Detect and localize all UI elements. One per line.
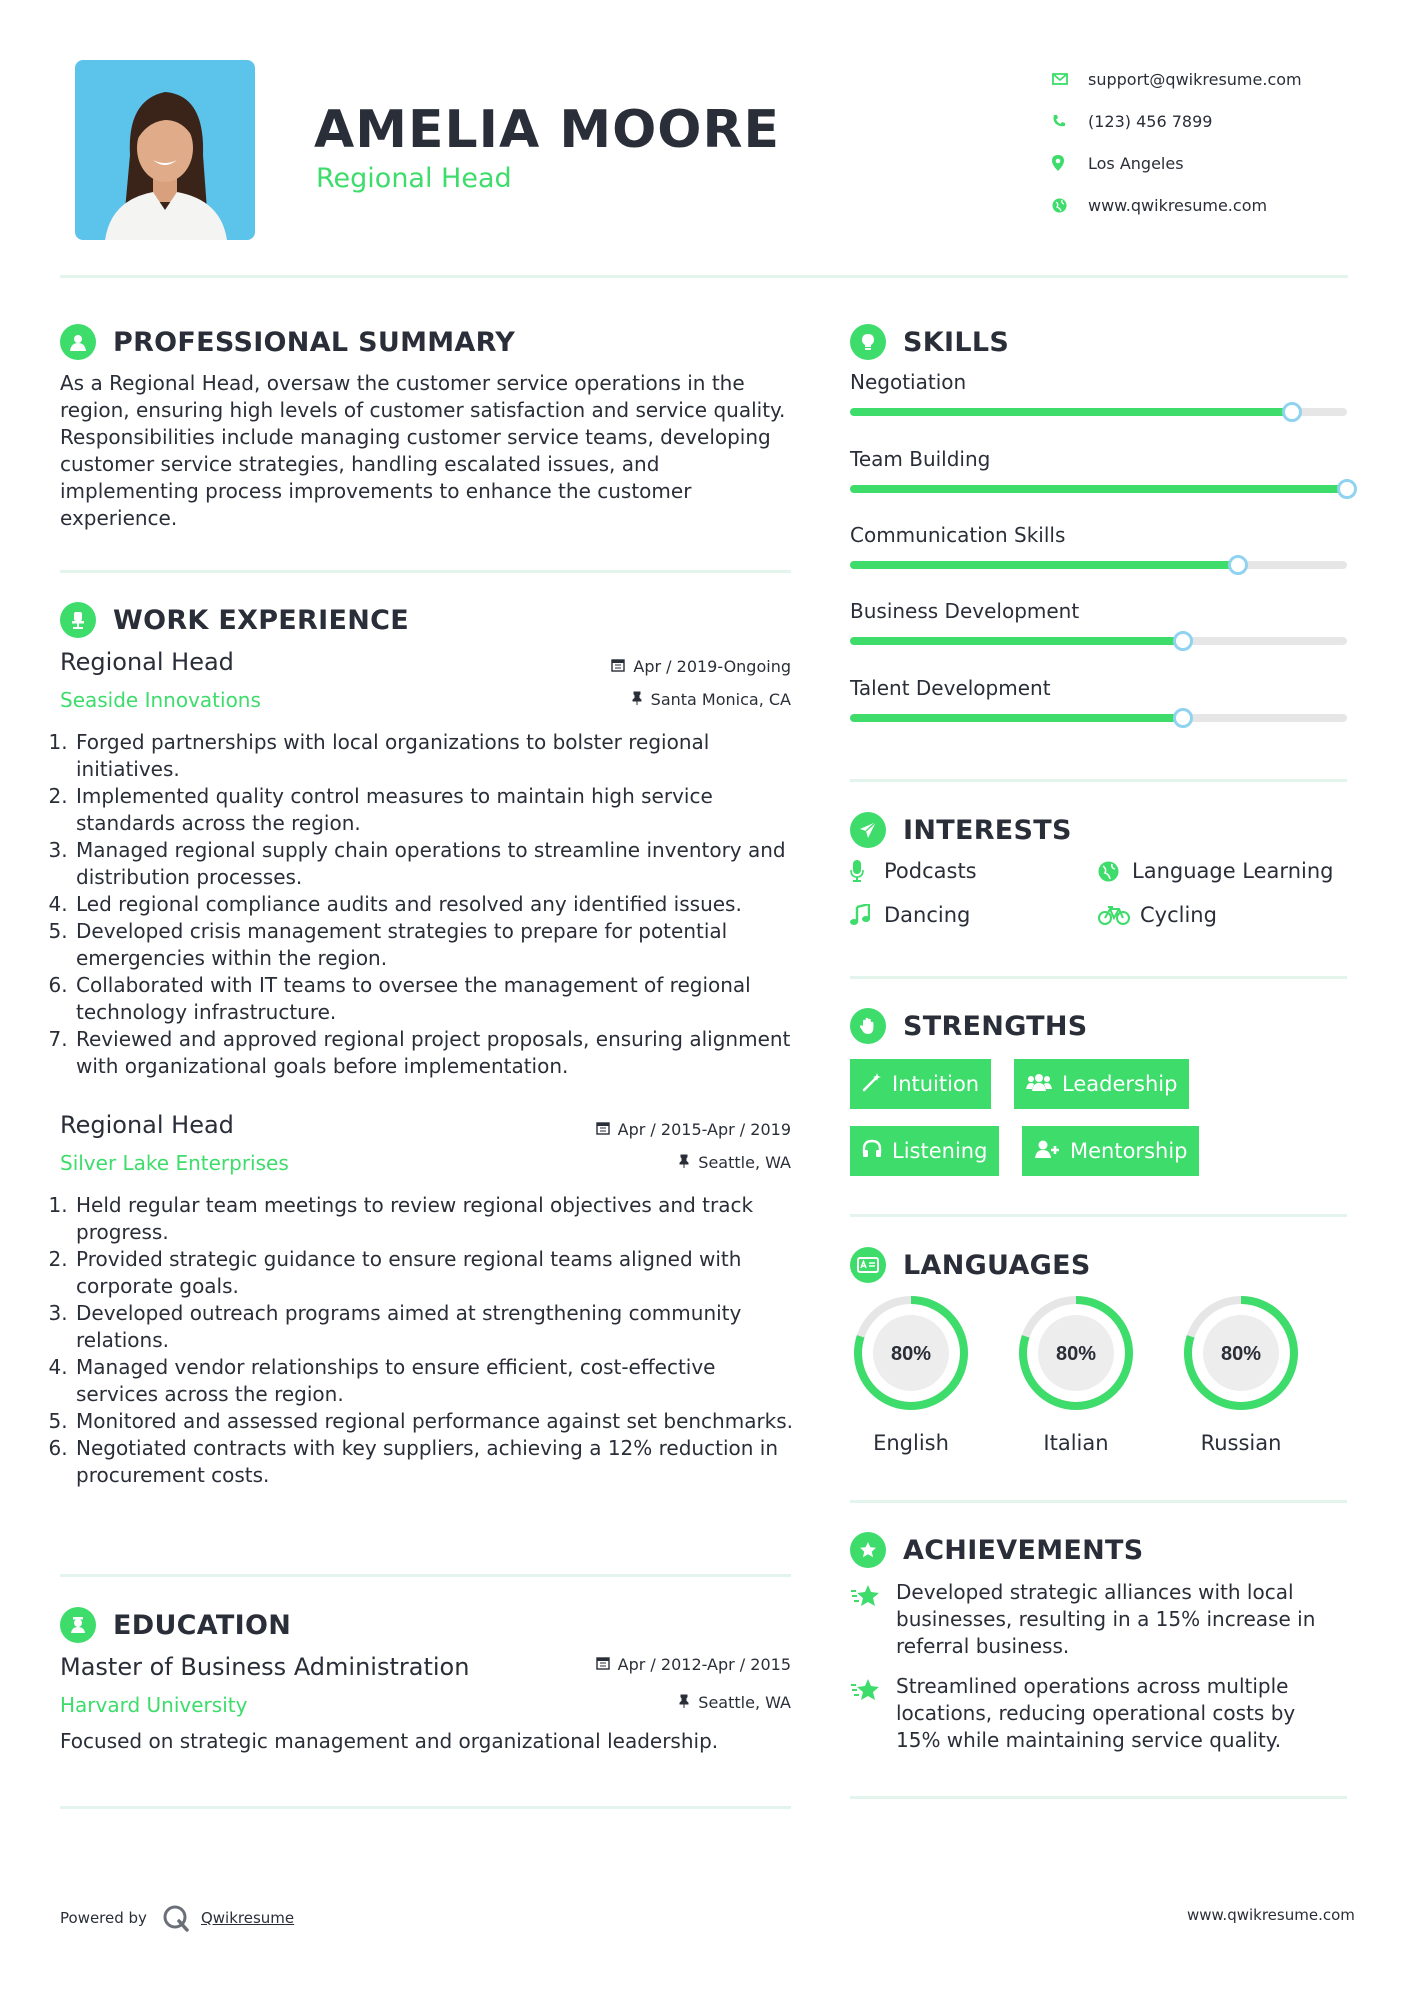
- skill-bar: [850, 408, 1347, 416]
- achievement-item: [850, 1673, 1340, 1754]
- job-location: [500, 1153, 791, 1172]
- music-note-icon: [850, 904, 878, 926]
- interest-item: [850, 859, 977, 883]
- interest-label: Podcasts: [884, 859, 977, 883]
- graduate-icon: [60, 1607, 96, 1643]
- magic-wand-icon: [862, 1072, 882, 1097]
- job-location: [500, 690, 791, 709]
- strength-label: Mentorship: [1070, 1139, 1188, 1163]
- phone-icon: [1052, 114, 1088, 128]
- add-user-icon: [1034, 1139, 1060, 1164]
- achievements-divider: [850, 1796, 1347, 1799]
- language-name: Italian: [1043, 1431, 1109, 1455]
- header-divider: [60, 275, 1348, 278]
- languages-title: LANGUAGES: [903, 1249, 1091, 1281]
- interests-divider: [850, 976, 1347, 979]
- strengths-heading: [850, 1008, 1088, 1044]
- job-location-text: Seattle, WA: [698, 1153, 791, 1172]
- summary-title: PROFESSIONAL SUMMARY: [113, 326, 516, 358]
- language-ring: [851, 1293, 971, 1413]
- education-location: [500, 1693, 791, 1712]
- skill-bar-knob: [1173, 708, 1193, 728]
- summary-divider: [60, 570, 791, 573]
- lightbulb-icon: [850, 324, 886, 360]
- language-name: Russian: [1200, 1431, 1282, 1455]
- bicycle-icon: [1098, 905, 1134, 925]
- skill-bar-fill: [850, 408, 1292, 416]
- interests-heading: [850, 812, 1072, 848]
- education-dates: [500, 1655, 791, 1674]
- language-percent: 80%: [890, 1343, 932, 1365]
- achievement-text: Developed strategic alliances with local businesses, resulting in a 15% increase in referral business.: [896, 1580, 1316, 1658]
- language-percent: 80%: [1220, 1343, 1262, 1365]
- list-item: 7. Reviewed and approved regional project proposals, ensuring alignment with organizational goals before implementation.: [74, 1026, 796, 1080]
- list-item: 5. Monitored and assessed regional performance against set benchmarks.: [74, 1408, 796, 1435]
- skill-item: [850, 676, 1350, 700]
- footer-brand-link[interactable]: Qwikresume: [200, 1909, 295, 1927]
- job-location-text: Santa Monica, CA: [650, 690, 791, 709]
- group-icon: [1026, 1072, 1052, 1097]
- achievements-heading: [850, 1532, 1144, 1568]
- chair-icon: [60, 602, 96, 638]
- skill-bar: [850, 637, 1347, 645]
- list-item: 4. Led regional compliance audits and resolved any identified issues.: [74, 891, 796, 918]
- strength-chip: [1022, 1126, 1199, 1176]
- strength-chip: [850, 1126, 999, 1176]
- pushpin-icon: [631, 690, 643, 709]
- job-title: Regional Head: [60, 648, 234, 676]
- education-divider: [60, 1806, 791, 1809]
- job-dates: [500, 657, 791, 676]
- interest-item: [1098, 903, 1217, 927]
- candidate-name: AMELIA MOORE: [314, 100, 781, 160]
- skill-bar-knob: [1282, 402, 1302, 422]
- contact-email[interactable]: [1052, 58, 1372, 100]
- achievements-title: ACHIEVEMENTS: [903, 1534, 1144, 1566]
- skill-item: [850, 447, 1350, 471]
- skill-bar: [850, 561, 1347, 569]
- footer-website[interactable]: www.qwikresume.com: [1187, 1906, 1355, 1924]
- job-duties: [56, 729, 796, 1080]
- contact-location: [1052, 142, 1372, 184]
- list-item: 5. Developed crisis management strategies to prepare for potential emergencies within the region.: [74, 918, 796, 972]
- skill-bar: [850, 714, 1347, 722]
- language-percent: 80%: [1055, 1343, 1097, 1365]
- list-item: 2. Provided strategic guidance to ensure regional teams aligned with corporate goals.: [74, 1246, 796, 1300]
- list-item: 3. Developed outreach programs aimed at strengthening community relations.: [74, 1300, 796, 1354]
- skill-bar-knob: [1337, 479, 1357, 499]
- skill-bar-fill: [850, 561, 1238, 569]
- skill-bar-knob: [1173, 631, 1193, 651]
- star-icon: [850, 1579, 896, 1660]
- candidate-role: Regional Head: [316, 163, 512, 194]
- strength-chip: [1014, 1059, 1189, 1109]
- summary-heading: [60, 324, 515, 360]
- education-heading: [60, 1607, 291, 1643]
- school: Harvard University: [60, 1693, 248, 1717]
- skill-item: [850, 523, 1350, 547]
- skill-name: Communication Skills: [850, 523, 1066, 547]
- envelope-icon: [1052, 73, 1088, 85]
- skill-name: Negotiation: [850, 370, 967, 394]
- summary-text: As a Regional Head, oversaw the customer service operations in the region, ensuring high levels of customer satisfaction and service quality. Responsibilities include managing customer service teams, developing customer service strategies, handling escalated issues, and implementing process improvements to enhance the customer experience.: [60, 371, 786, 530]
- skills-divider: [850, 779, 1347, 782]
- strengths-divider: [850, 1214, 1347, 1217]
- job-company: Silver Lake Enterprises: [60, 1151, 289, 1175]
- profile-photo: [75, 60, 255, 240]
- list-item: 2. Implemented quality control measures to maintain high service standards across the region.: [74, 783, 796, 837]
- list-item: 1. Forged partnerships with local organizations to bolster regional initiatives.: [74, 729, 796, 783]
- strength-label: Leadership: [1062, 1072, 1178, 1096]
- hand-icon: [850, 1008, 886, 1044]
- calendar-icon: [596, 1655, 610, 1674]
- interest-item: [1098, 859, 1333, 883]
- list-item: 4. Managed vendor relationships to ensure efficient, cost-effective services across the region.: [74, 1354, 796, 1408]
- work-title: WORK EXPERIENCE: [113, 604, 409, 636]
- calendar-icon: [596, 1120, 610, 1139]
- powered-by-text: Powered by: [60, 1909, 147, 1927]
- job-company: Seaside Innovations: [60, 688, 261, 712]
- job-dates-text: Apr / 2015-Apr / 2019: [617, 1120, 791, 1139]
- globe-icon: [1052, 198, 1088, 213]
- skills-title: SKILLS: [903, 326, 1010, 358]
- qwikresume-logo-icon: [161, 1903, 191, 1933]
- language-item: [1016, 1293, 1136, 1455]
- skill-bar: [850, 485, 1347, 493]
- list-item: 6. Negotiated contracts with key suppliers, achieving a 12% reduction in procurement costs.: [74, 1435, 796, 1489]
- education-title: EDUCATION: [113, 1609, 292, 1641]
- calendar-icon: [611, 657, 625, 676]
- education-dates-text: Apr / 2012-Apr / 2015: [617, 1655, 791, 1674]
- degree: Master of Business Administration: [60, 1653, 470, 1681]
- job-dates-text: Apr / 2019-Ongoing: [633, 657, 791, 676]
- list-item: 3. Managed regional supply chain operations to streamline inventory and distribution processes.: [74, 837, 796, 891]
- language-ring: [1016, 1293, 1136, 1413]
- list-item: 1. Held regular team meetings to review regional objectives and track progress.: [74, 1192, 796, 1246]
- contact-location-text: Los Angeles: [1088, 153, 1184, 173]
- job-title: Regional Head: [60, 1111, 234, 1139]
- headphones-icon: [862, 1139, 882, 1164]
- education-location-text: Seattle, WA: [698, 1693, 791, 1712]
- work-divider: [60, 1574, 791, 1577]
- pushpin-icon: [678, 1693, 690, 1712]
- skill-name: Talent Development: [850, 676, 1051, 700]
- job-duties: [56, 1192, 796, 1489]
- language-item: [1181, 1293, 1301, 1455]
- map-pin-icon: [1052, 155, 1088, 171]
- badge-star-icon: [850, 1532, 886, 1568]
- interest-item: [850, 903, 970, 927]
- skill-name: Team Building: [850, 447, 991, 471]
- interests-title: INTERESTS: [903, 814, 1072, 846]
- skills-heading: [850, 324, 1009, 360]
- interest-label: Cycling: [1140, 903, 1217, 927]
- contact-phone[interactable]: [1052, 100, 1372, 142]
- contact-phone-text: (123) 456 7899: [1088, 111, 1213, 131]
- strength-label: Intuition: [892, 1072, 980, 1096]
- work-heading: [60, 602, 409, 638]
- interest-label: Dancing: [884, 903, 971, 927]
- strength-label: Listening: [892, 1139, 988, 1163]
- strength-chip: [850, 1059, 991, 1109]
- achievement-item: [850, 1579, 1340, 1660]
- skill-name: Business Development: [850, 599, 1080, 623]
- star-icon: [850, 1673, 896, 1754]
- achievement-text: Streamlined operations across multiple locations, reducing operational costs by 15% while maintaining service quality.: [896, 1674, 1296, 1752]
- globe-icon: [1098, 861, 1126, 882]
- language-ring: [1181, 1293, 1301, 1413]
- skill-item: [850, 599, 1350, 623]
- contact-email-text: support@qwikresume.com: [1088, 69, 1302, 89]
- contact-website[interactable]: [1052, 184, 1372, 226]
- language-card-icon: [850, 1247, 886, 1283]
- skill-bar-knob: [1228, 555, 1248, 575]
- skill-item: [850, 370, 1350, 394]
- skill-bar-fill: [850, 485, 1347, 493]
- user-icon: [60, 324, 96, 360]
- language-item: [851, 1293, 971, 1455]
- strengths-title: STRENGTHS: [903, 1010, 1088, 1042]
- list-item: 6. Collaborated with IT teams to oversee the management of regional technology infrastructure.: [74, 972, 796, 1026]
- job-dates: [500, 1120, 791, 1139]
- education-description: Focused on strategic management and organizational leadership.: [60, 1729, 719, 1753]
- interest-label: Language Learning: [1132, 859, 1334, 883]
- language-name: English: [873, 1431, 949, 1455]
- footer-powered: [60, 1903, 294, 1933]
- languages-divider: [850, 1500, 1347, 1503]
- microphone-icon: [850, 860, 878, 882]
- languages-heading: [850, 1247, 1091, 1283]
- skill-bar-fill: [850, 714, 1183, 722]
- paper-plane-icon: [850, 812, 886, 848]
- contact-website-text: www.qwikresume.com: [1088, 195, 1268, 215]
- skill-bar-fill: [850, 637, 1183, 645]
- pushpin-icon: [678, 1153, 690, 1172]
- contact-list: [1052, 58, 1372, 226]
